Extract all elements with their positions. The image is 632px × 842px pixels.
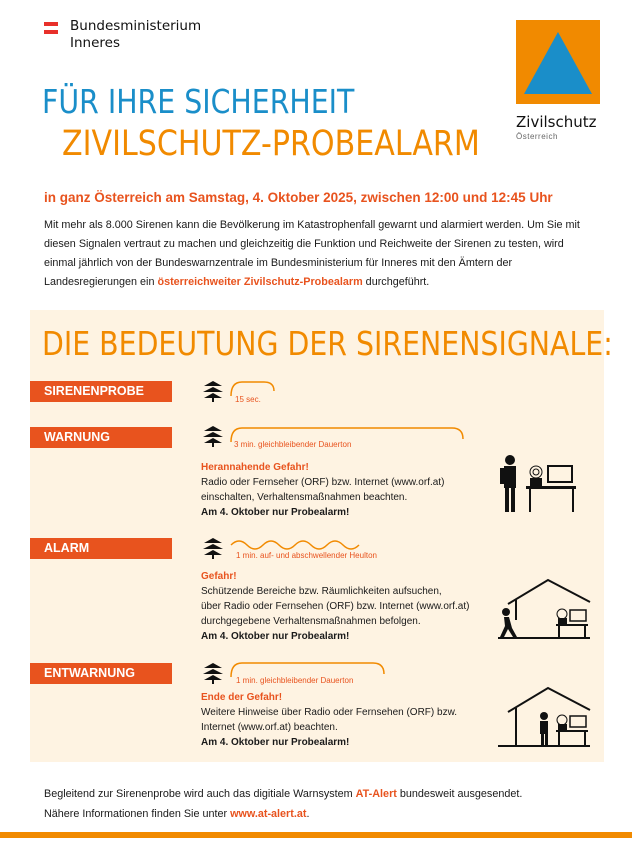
desc-warnung-line1: Radio oder Fernseher (ORF) bzw. Internet (www.orf.at): [201, 477, 445, 488]
person-with-radio-tv-icon: [496, 454, 592, 516]
person-in-house-icon: [498, 684, 594, 748]
intro-text-after: durchgeführt.: [362, 276, 430, 288]
footer-text: [44, 784, 604, 824]
note-warnung: 3 min. gleichbleibender Dauerton: [234, 440, 352, 449]
ministry-line2: Inneres: [70, 35, 120, 51]
desc-warnung-bold: Am 4. Oktober nur Probealarm!: [201, 507, 350, 518]
footer-line2-before: Nähere Informationen finden Sie unter: [44, 808, 231, 820]
desc-alarm-line1: Schützende Bereiche bzw. Räumlichkeiten aufsuchen,: [201, 586, 442, 597]
footer-line2-after: .: [306, 808, 310, 820]
date-line: in ganz Österreich am Samstag, 4. Oktober 2025, zwischen 12:00 und 12:45 Uhr: [44, 190, 553, 205]
footer-line1: [44, 784, 604, 804]
note-sirenenprobe: 15 sec.: [235, 395, 261, 404]
desc-entwarnung: [201, 690, 491, 750]
label-sirenenprobe: SIRENENPROBE: [30, 381, 172, 402]
footer-line1-before: Begleitend zur Sirenenprobe wird auch das digitiale Warnsystem: [44, 788, 356, 800]
zivilschutz-name: Zivilschutz: [516, 113, 597, 131]
zivilschutz-sub: Österreich: [516, 132, 558, 141]
footer-line1-after: bundesweit ausgesendet.: [396, 788, 523, 800]
desc-entwarnung-head: Ende der Gefahr!: [201, 692, 283, 703]
austria-flag-icon: [44, 22, 58, 34]
page-title-line2: ZIVILSCHUTZ-PROBEALARM: [62, 124, 480, 164]
at-alert-highlight: AT-Alert: [355, 788, 397, 800]
desc-alarm-line3: durchgegebene Verhaltensmaßnahmen befolgen.: [201, 616, 421, 627]
at-alert-link[interactable]: www.at-alert.at: [230, 808, 307, 820]
note-alarm: 1 min. auf- und abschwellender Heulton: [236, 551, 377, 560]
desc-alarm-bold: Am 4. Oktober nur Probealarm!: [201, 631, 350, 642]
desc-warnung-head: Herannahende Gefahr!: [201, 462, 309, 473]
footer-line2: [44, 804, 604, 824]
bottom-bar: [0, 832, 632, 838]
intro-text-highlight: österreichweiter Zivilschutz-Probealarm: [157, 276, 363, 288]
desc-alarm-line2: über Radio oder Fernsehen (ORF) bzw. Internet (www.orf.at): [201, 601, 470, 612]
siren-tower-icon: [202, 537, 224, 559]
signal-wave-1min: [230, 538, 370, 552]
intro-text-before: Mit mehr als 8.000 Sirenen kann die Bevölkerung im Katastrophenfall gewarnt und alarmiert werden. Um Sie mit diesen Signalen vertraut zu machen und gleichzeitig die Funktion und Reichweite der Sirenen zu testen, wird einmal jährlich von der Bundeswarnzentrale im Bundesministerium für Inneres mit den Ämtern der Landesregierungen ein: [44, 219, 580, 288]
desc-entwarnung-line2: Internet (www.orf.at) beachten.: [201, 722, 338, 733]
label-entwarnung: ENTWARNUNG: [30, 663, 172, 684]
desc-warnung: [201, 460, 491, 520]
desc-entwarnung-line1: Weitere Hinweise über Radio oder Fernsehen (ORF) bzw.: [201, 707, 458, 718]
note-entwarnung: 1 min. gleichbleibender Dauerton: [236, 676, 354, 685]
siren-tower-icon: [202, 425, 224, 447]
label-alarm: ALARM: [30, 538, 172, 559]
intro-paragraph: [44, 216, 594, 292]
desc-entwarnung-bold: Am 4. Oktober nur Probealarm!: [201, 737, 350, 748]
signals-section-title: DIE BEDEUTUNG DER SIRENENSIGNALE:: [42, 324, 613, 363]
person-entering-house-icon: [498, 576, 594, 640]
label-warnung: WARNUNG: [30, 427, 172, 448]
page-title-line1: FÜR IHRE SICHERHEIT: [42, 82, 355, 121]
zivilschutz-logo-icon: [516, 20, 600, 104]
desc-alarm: [201, 569, 491, 644]
desc-warnung-line2: einschalten, Verhaltensmaßnahmen beachten.: [201, 492, 408, 503]
siren-tower-icon: [202, 662, 224, 684]
ministry-line1: Bundesministerium: [70, 18, 202, 34]
siren-tower-icon: [202, 380, 224, 402]
ministry-logo-text: [70, 18, 201, 52]
desc-alarm-head: Gefahr!: [201, 571, 237, 582]
